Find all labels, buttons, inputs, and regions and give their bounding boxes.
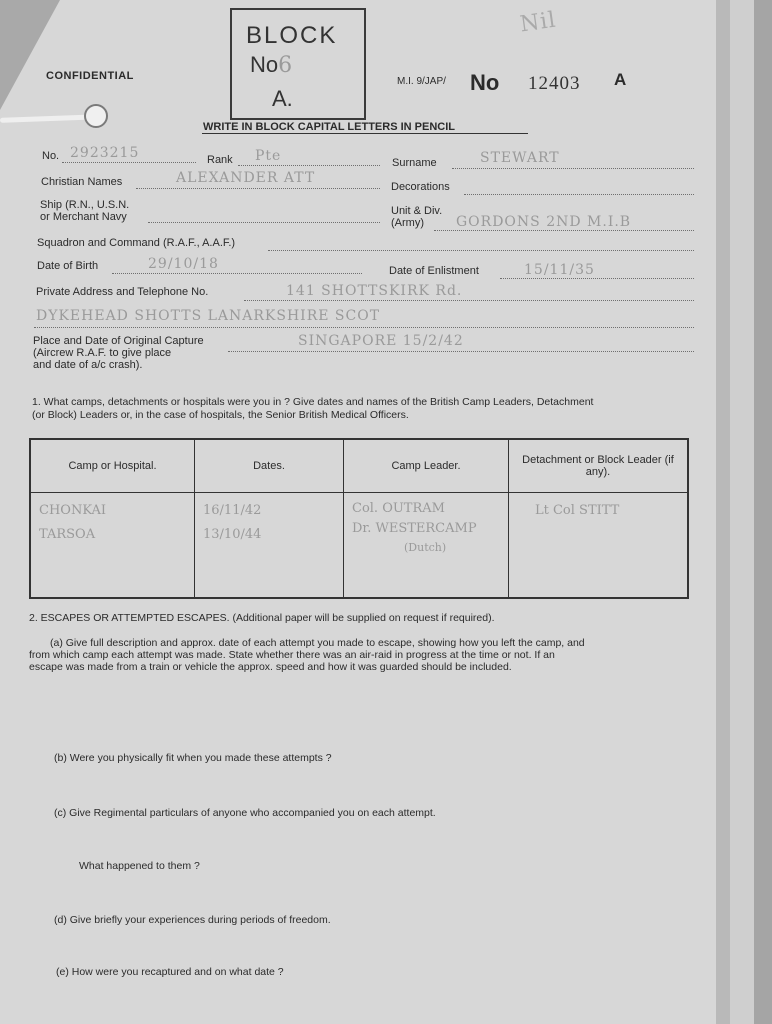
section2-title: 2. ESCAPES OR ATTEMPTED ESCAPES. (Additional paper will be supplied on request if required).: [29, 612, 495, 624]
detachment-leader: Lt Col STITT: [535, 503, 620, 518]
dob-value: 29/10/18: [148, 256, 219, 272]
detachment-cell: [509, 493, 689, 599]
enlistment-label: Date of Enlistment: [389, 265, 479, 277]
ship-line: [148, 222, 380, 223]
heading-underline: [202, 133, 528, 134]
surname-value: STEWART: [480, 150, 560, 166]
christian-names-value: ALEXANDER ATT: [176, 170, 316, 186]
dates-cell: [195, 493, 344, 599]
form-heading: WRITE IN BLOCK CAPITAL LETTERS IN PENCIL: [203, 121, 455, 133]
surname-line: [452, 168, 694, 169]
section2-c: (c) Give Regimental particulars of anyone who accompanied you on each attempt.: [54, 807, 436, 819]
unit-value: GORDONS 2ND M.I.B: [456, 214, 632, 230]
unit-line: [434, 230, 694, 231]
address-label: Private Address and Telephone No.: [36, 286, 209, 298]
camp-leader: Col. OUTRAM: [352, 501, 445, 516]
squadron-label: Squadron and Command (R.A.F., A.A.F.): [37, 237, 236, 249]
address-value-1: 141 SHOTTSKIRK Rd.: [286, 283, 463, 299]
christian-names-label: Christian Names: [41, 176, 123, 188]
rank-value: Pte: [255, 148, 282, 164]
section2-a-line-2: from which camp each attempt was made. State whether there was an air-raid in progress at the time or not. If an: [29, 649, 555, 661]
leaders-cell: [344, 493, 509, 599]
camps-table: [29, 438, 689, 599]
stamp-line1: BLOCK: [246, 22, 338, 49]
section2-d: (d) Give briefly your experiences during periods of freedom.: [54, 914, 331, 926]
squadron-line: [268, 250, 694, 251]
col-camp-or-hospital: Camp or Hospital.: [30, 439, 195, 493]
confidential-label: CONFIDENTIAL: [46, 70, 134, 82]
capture-value: SINGAPORE 15/2/42: [298, 333, 464, 349]
ship-label-1: Ship (R.N., U.S.N.: [40, 199, 130, 211]
camps-cell: [30, 493, 195, 599]
rank-line: [238, 165, 380, 166]
camp-name: TARSOA: [39, 527, 96, 542]
capture-line: [228, 351, 694, 352]
surname-label: Surname: [392, 157, 437, 169]
enlistment-value: 15/11/35: [524, 262, 595, 278]
col-dates: Dates.: [195, 439, 344, 493]
serial-label: No: [470, 70, 500, 95]
block-stamp: [230, 8, 366, 120]
address-value-2: DYKEHEAD SHOTTS LANARKSHIRE SCOT: [36, 308, 381, 324]
camp-leader-note: (Dutch): [404, 541, 447, 554]
col-camp-leader: Camp Leader.: [344, 439, 509, 493]
unit-label-1: Unit & Div.: [391, 205, 443, 217]
address-line-2: [34, 327, 694, 328]
section1-question-1: 1. What camps, detachments or hospitals were you in ? Give dates and names of the British Camp Leaders, Detachment: [32, 396, 594, 408]
capture-label-1: Place and Date of Original Capture: [33, 335, 204, 347]
serial-suffix: A: [614, 70, 627, 89]
stamp-line2: No6: [250, 52, 293, 78]
unit-label-2: (Army): [391, 217, 424, 229]
camp-name: CHONKAI: [39, 503, 107, 518]
enlistment-line: [500, 278, 694, 279]
corner-handwritten-mark: Nil: [518, 7, 558, 38]
capture-label-3: and date of a/c crash).: [33, 359, 143, 371]
rank-label: Rank: [207, 154, 233, 166]
section2-b: (b) Were you physically fit when you made these attempts ?: [54, 752, 332, 764]
camp-date: 16/11/42: [203, 503, 262, 518]
stamp-line3: A.: [272, 86, 293, 111]
camp-leader: Dr. WESTERCAMP: [352, 521, 477, 536]
stamp-handwritten-number: 6: [278, 53, 293, 78]
camps-table-row: [30, 493, 688, 599]
decorations-line: [464, 194, 694, 195]
ship-label-2: or Merchant Navy: [40, 211, 127, 223]
section2-a-line-3: escape was made from a train or vehicle the approx. speed and how it was guarded should be included.: [29, 661, 512, 673]
service-number-label: No.: [42, 150, 60, 162]
christian-names-line: [136, 188, 380, 189]
section2-a-line-1: (a) Give full description and approx. date of each attempt you made to escape, showing how you left the camp, and: [50, 637, 585, 649]
stacked-pages-edge: [754, 0, 772, 1024]
section1-question-2: (or Block) Leaders or, in the case of hospitals, the Senior British Medical Officers.: [32, 409, 409, 421]
folded-corner: [0, 0, 60, 110]
camp-date: 13/10/44: [203, 527, 262, 542]
dob-label: Date of Birth: [37, 260, 99, 272]
camps-table-header: [30, 439, 688, 493]
col-detachment-leader: Detachment or Block Leader (if any).: [509, 439, 689, 493]
service-number-value: 2923215: [70, 145, 140, 161]
dob-line: [112, 273, 362, 274]
section2-c2: What happened to them ?: [79, 860, 200, 872]
address-line-1: [244, 300, 694, 301]
serial-number: 12403: [528, 73, 581, 94]
punch-hole: [84, 104, 108, 128]
section2-e: (e) How were you recaptured and on what date ?: [56, 966, 284, 978]
decorations-label: Decorations: [391, 181, 450, 193]
capture-label-2: (Aircrew R.A.F. to give place: [33, 347, 172, 359]
form-reference: M.I. 9/JAP/: [397, 76, 446, 87]
service-number-line: [62, 162, 196, 163]
